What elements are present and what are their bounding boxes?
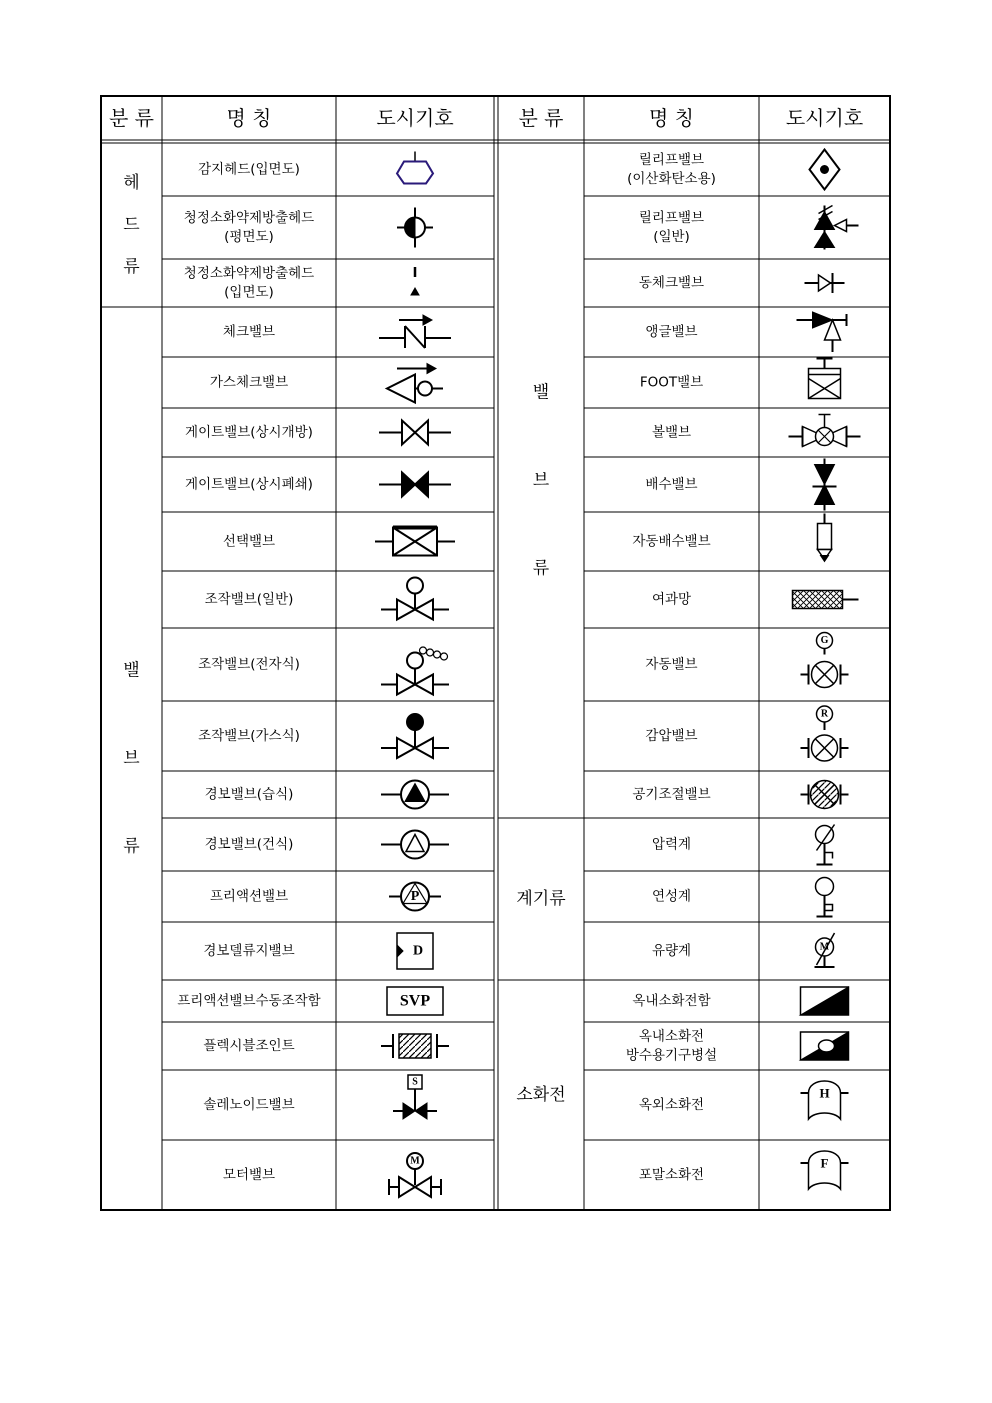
row-name: 자동배수밸브 <box>632 533 711 550</box>
row-name: 청정소화약제방출헤드 <box>183 265 315 282</box>
row-name: 압력계 <box>651 836 692 853</box>
operating-valve-general-icon <box>381 578 449 620</box>
pressure-gauge-icon <box>816 825 835 865</box>
row-name: 방수용기구병설 <box>625 1047 718 1064</box>
row-name: 연성계 <box>651 888 692 905</box>
operating-valve-gas-icon <box>381 714 449 758</box>
category-label-char: 헤 <box>123 173 140 193</box>
gas-check-valve-icon <box>387 364 443 403</box>
row-name: 옥외소화전 <box>638 1097 705 1113</box>
svg-text:M: M <box>819 941 830 953</box>
solenoid-valve-icon <box>393 1075 437 1119</box>
row-name: (평면도) <box>224 229 274 245</box>
svg-text:M: M <box>410 1155 420 1167</box>
indoor-hydrant-combined-icon <box>801 1032 849 1060</box>
row-name: 조작밸브(전자식) <box>198 656 300 673</box>
row-name: 자동밸브 <box>645 656 698 673</box>
operating-valve-electromagnetic-icon <box>381 647 449 695</box>
category-label-char: 류 <box>123 836 140 857</box>
relief-valve-co2-icon <box>810 150 840 190</box>
deluge-valve-icon <box>397 933 433 969</box>
pressure-reducing-valve-icon <box>801 706 849 761</box>
svg-text:R: R <box>820 708 829 720</box>
foot-valve-icon <box>809 359 841 399</box>
outdoor-hydrant-icon <box>801 1081 849 1119</box>
row-name: 가스체크밸브 <box>209 374 289 391</box>
row-name: 감지헤드(입면도) <box>198 161 300 178</box>
category-label: 소화전 <box>516 1085 566 1105</box>
agent-discharge-head-plan-icon <box>397 208 433 248</box>
row-name: 포말소화전 <box>638 1167 705 1183</box>
header-category-right: 분 류 <box>518 106 564 130</box>
alarm-valve-dry-icon <box>381 831 449 859</box>
row-name: 플렉시블조인트 <box>203 1038 295 1054</box>
category-label-char: 밸 <box>532 382 550 403</box>
row-name: 모터밸브 <box>222 1167 276 1183</box>
row-name: 릴리프밸브 <box>638 210 705 226</box>
row-name: 공기조절밸브 <box>632 786 711 803</box>
row-name: 경보델류지밸브 <box>203 943 295 959</box>
row-name: 조작밸브(일반) <box>204 591 294 608</box>
row-name: 경보밸브(습식) <box>204 786 294 803</box>
row-name: 배수밸브 <box>645 476 698 493</box>
angle-valve-icon <box>797 312 847 352</box>
row-name: 동체크밸브 <box>638 275 705 291</box>
category-label-char: 브 <box>532 470 550 491</box>
agent-discharge-head-elevation-icon <box>411 267 419 295</box>
row-name: (일반) <box>653 229 690 245</box>
row-name: (이산화탄소용) <box>627 171 716 187</box>
table-text <box>109 106 863 1183</box>
check-valve-icon <box>379 315 451 348</box>
row-name: 청정소화약제방출헤드 <box>183 210 315 226</box>
foam-hydrant-icon <box>801 1151 849 1189</box>
flow-meter-icon <box>815 933 835 967</box>
copper-check-valve-icon <box>805 273 845 293</box>
header-symbol-right: 도시기호 <box>785 106 864 130</box>
svg-text:P: P <box>410 889 420 904</box>
svg-text:D: D <box>412 943 424 959</box>
category-label-char: 류 <box>532 558 550 579</box>
svg-text:F: F <box>820 1155 829 1171</box>
row-name: 선택밸브 <box>222 533 276 550</box>
row-name: 경보밸브(건식) <box>204 836 294 853</box>
row-name: 옥내소화전 <box>638 1028 705 1045</box>
compound-gauge-icon <box>816 878 834 917</box>
row-name: 체크밸브 <box>222 324 276 340</box>
header-name-left: 명 칭 <box>226 106 272 130</box>
row-name: 앵글밸브 <box>645 324 698 340</box>
motor-valve-icon <box>389 1153 441 1197</box>
sensing-head-elevation-icon <box>397 152 433 184</box>
alarm-valve-wet-icon <box>381 781 449 809</box>
flexible-joint-icon <box>381 1034 449 1058</box>
svg-text:SVP: SVP <box>399 992 431 1010</box>
drain-valve-icon <box>813 459 837 511</box>
gate-valve-open-icon <box>379 421 451 445</box>
svg-text:S: S <box>412 1076 418 1088</box>
air-control-valve-icon <box>801 781 849 809</box>
auto-drain-valve-icon <box>818 514 832 562</box>
header-name-right: 명 칭 <box>649 106 694 130</box>
category-label-char: 드 <box>123 215 140 235</box>
svp-box-icon <box>387 987 443 1015</box>
row-name: 솔레노이드밸브 <box>203 1097 295 1113</box>
automatic-valve-icon <box>801 633 849 688</box>
row-name: 조작밸브(가스식) <box>198 728 300 744</box>
category-label-char: 류 <box>123 257 140 277</box>
row-name: 유량계 <box>651 943 692 959</box>
row-name: 게이트밸브(상시폐쇄) <box>185 476 313 493</box>
row-name: (입면도) <box>224 284 274 301</box>
header-symbol-left: 도시기호 <box>376 106 454 130</box>
row-name: 게이트밸브(상시개방) <box>185 424 313 441</box>
row-name: 프리액션밸브수동조작함 <box>177 993 321 1009</box>
row-name: 감압밸브 <box>645 728 698 744</box>
category-label: 계기류 <box>516 889 566 909</box>
category-label-char: 밸 <box>123 660 140 681</box>
category-label-char: 브 <box>123 748 140 769</box>
indoor-hydrant-box-icon <box>801 987 849 1015</box>
selector-valve-icon <box>375 528 455 556</box>
header-category-left: 분 류 <box>109 106 154 130</box>
preaction-valve-icon <box>389 883 441 911</box>
row-name: 여과망 <box>651 591 692 608</box>
row-name: 릴리프밸브 <box>638 152 705 168</box>
ball-valve-icon <box>789 415 861 447</box>
gate-valve-closed-icon <box>379 473 451 497</box>
strainer-icon <box>793 591 859 609</box>
row-name: 볼밸브 <box>651 424 692 441</box>
row-name: 옥내소화전함 <box>632 993 711 1009</box>
svg-text:H: H <box>819 1085 830 1101</box>
relief-valve-general-icon <box>815 206 859 250</box>
row-name: 프리액션밸브 <box>209 888 289 905</box>
svg-text:G: G <box>820 635 829 646</box>
row-name: FOOT밸브 <box>639 374 704 391</box>
